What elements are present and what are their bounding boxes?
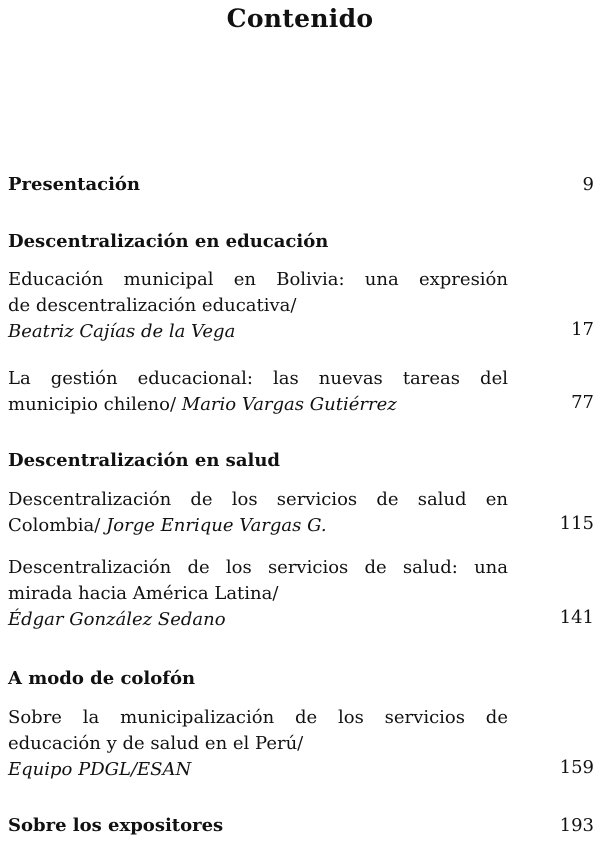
section-heading-educacion: Descentralización en educación xyxy=(8,231,329,252)
entry-title-line xyxy=(8,513,508,539)
entry-title-line: educación y de salud en el Perú/ xyxy=(8,733,304,754)
entry-title-line: Sobre la municipalización de los servicios de xyxy=(8,707,508,728)
toc-entry-label: Sobre los expositores xyxy=(8,815,224,836)
toc-entry-label: Presentación xyxy=(8,174,141,195)
entry-author: Mario Vargas Gutiérrez xyxy=(181,394,397,415)
page-number: 77 xyxy=(571,392,594,413)
entry-title-line: La gestión educacional: las nuevas tareas del xyxy=(8,368,508,389)
entry-title-line xyxy=(8,392,508,418)
entry-author: Beatriz Cajías de la Vega xyxy=(8,321,236,342)
page-number: 115 xyxy=(559,513,594,534)
page-number: 9 xyxy=(582,174,594,195)
toc-entry[interactable] xyxy=(8,555,594,633)
section-heading-salud: Descentralización en salud xyxy=(8,450,280,471)
page-number: 193 xyxy=(559,815,594,836)
entry-title-text: Colombia/ xyxy=(8,515,101,536)
section-heading-colofon: A modo de colofón xyxy=(8,668,196,689)
page-number: 141 xyxy=(559,607,594,628)
entry-author: Equipo PDGL/ESAN xyxy=(8,759,192,780)
page-number: 17 xyxy=(571,319,594,340)
entry-title-line: Descentralización de los servicios de salud en xyxy=(8,489,508,510)
entry-title-line: Descentralización de los servicios de salud: una xyxy=(8,557,508,578)
entry-title-text: municipio chileno/ xyxy=(8,394,177,415)
toc-entry-presentacion[interactable] xyxy=(8,174,594,195)
toc-entry[interactable] xyxy=(8,487,594,539)
page-title: Contenido xyxy=(226,4,374,33)
entry-title-line: Educación municipal en Bolivia: una expresión xyxy=(8,269,508,290)
entry-title-line: mirada hacia América Latina/ xyxy=(8,583,279,604)
page-number: 159 xyxy=(559,757,594,778)
toc-entry[interactable] xyxy=(8,267,594,345)
toc-entry[interactable] xyxy=(8,705,594,783)
entry-author: Jorge Enrique Vargas G. xyxy=(106,515,327,536)
entry-title-line: de descentralización educativa/ xyxy=(8,295,297,316)
toc-entry[interactable] xyxy=(8,366,594,418)
entry-author: Édgar González Sedano xyxy=(8,609,226,630)
toc-entry-expositores[interactable] xyxy=(8,815,594,836)
